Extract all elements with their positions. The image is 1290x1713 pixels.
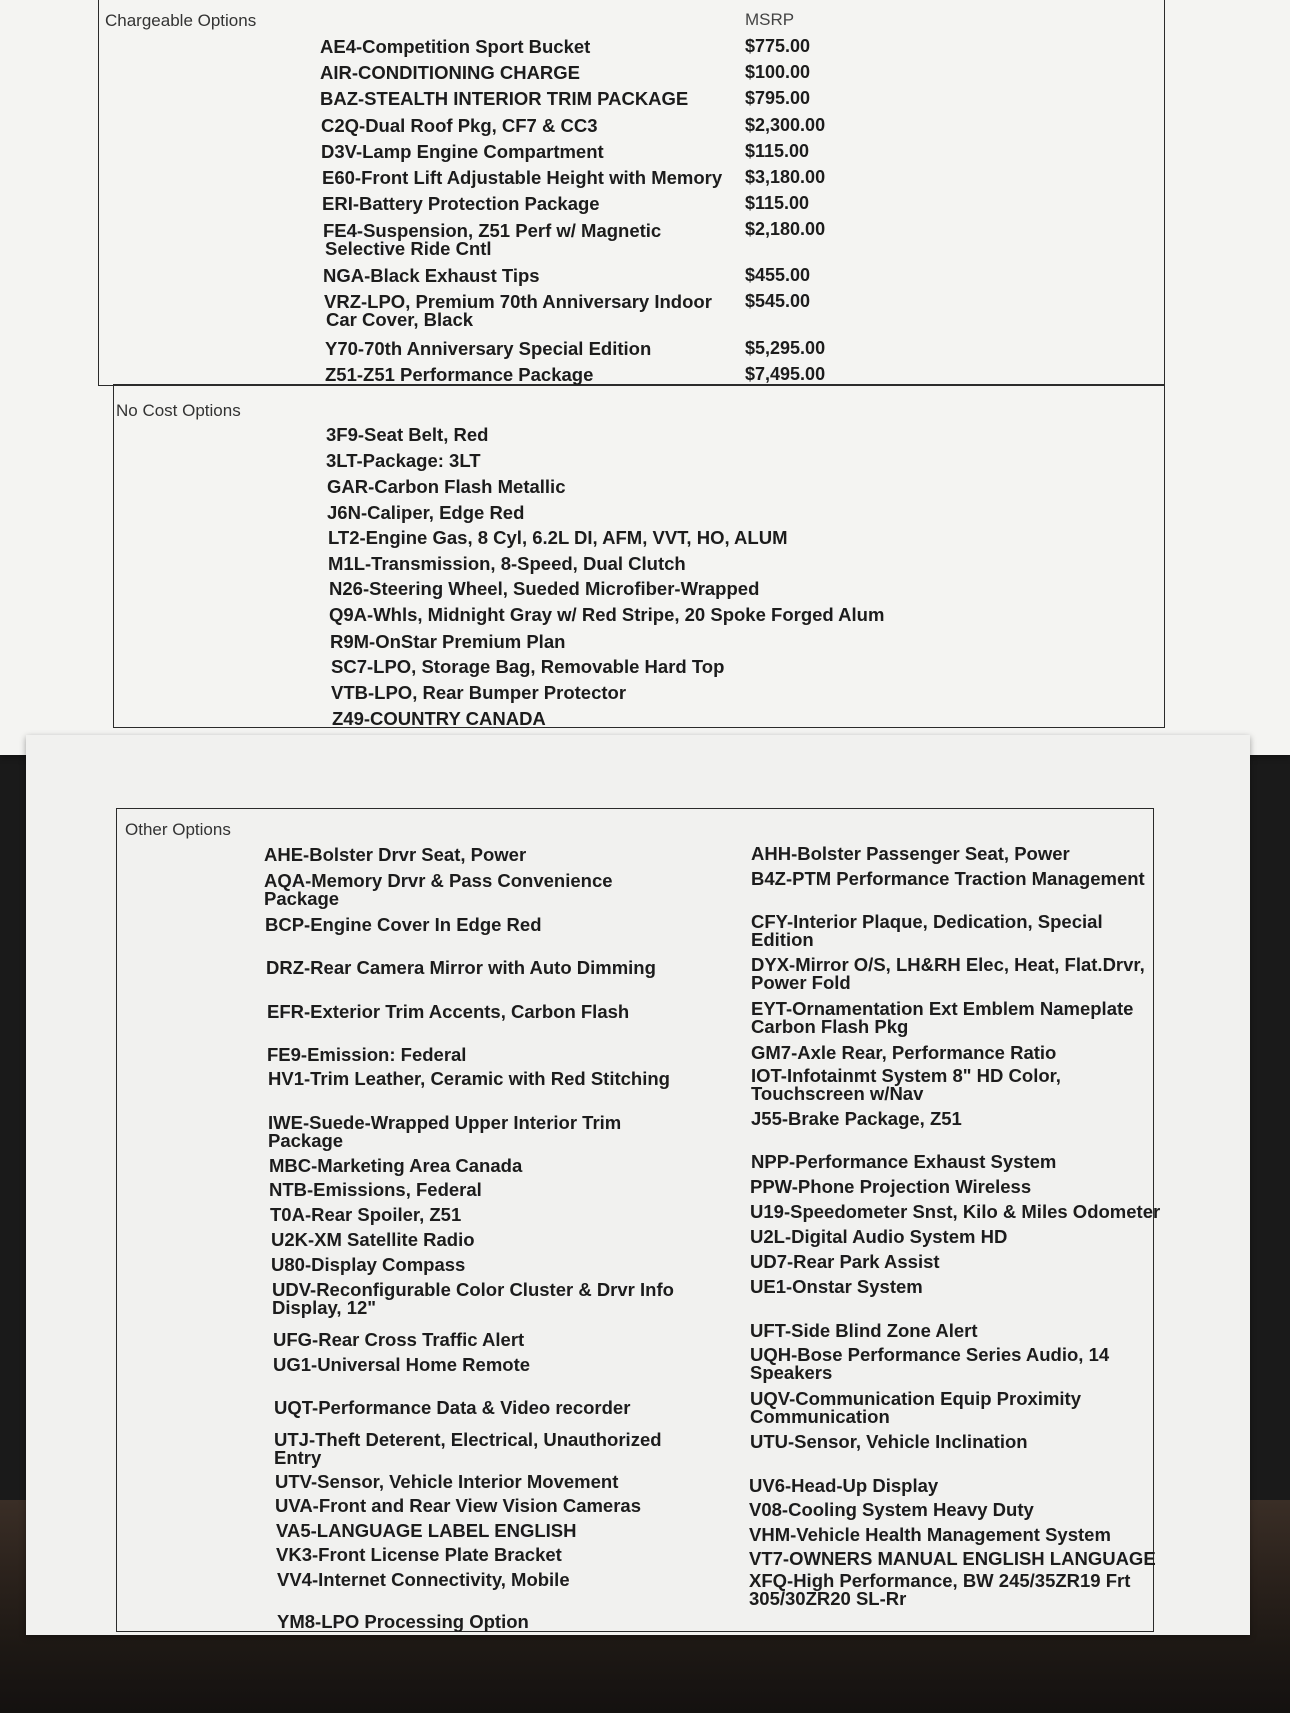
chargeable-options-label: Chargeable Options: [105, 11, 257, 30]
other-option-left-item: UDV-Reconfigurable Color Cluster & Drvr Info: [272, 1279, 674, 1300]
other-option-right-item-cont: Edition: [751, 929, 814, 950]
other-option-right-item: U19-Speedometer Snst, Kilo & Miles Odometer: [750, 1201, 1161, 1222]
chargeable-option-price: $775.00: [745, 36, 811, 56]
other-option-left-item: HV1-Trim Leather, Ceramic with Red Stitching: [268, 1068, 670, 1089]
chargeable-option-name: VRZ-LPO, Premium 70th Anniversary Indoor: [324, 291, 712, 312]
other-option-right-item: EYT-Ornamentation Ext Emblem Nameplate: [751, 998, 1134, 1019]
other-option-right-item: DYX-Mirror O/S, LH&RH Elec, Heat, Flat.Drvr,: [751, 954, 1145, 975]
chargeable-option-price: $795.00: [745, 88, 811, 108]
other-option-right-item: UQV-Communication Equip Proximity: [750, 1388, 1081, 1409]
other-option-right-item: CFY-Interior Plaque, Dedication, Special: [751, 911, 1103, 932]
other-option-left-item: UVA-Front and Rear View Vision Cameras: [275, 1495, 641, 1516]
no-cost-option-item: J6N-Caliper, Edge Red: [327, 502, 525, 523]
no-cost-option-item: N26-Steering Wheel, Sueded Microfiber-Wrapped: [329, 578, 760, 599]
other-option-left-item: FE9-Emission: Federal: [267, 1044, 467, 1065]
other-option-left-item: BCP-Engine Cover In Edge Red: [265, 914, 542, 935]
chargeable-option-name: E60-Front Lift Adjustable Height with Memory: [322, 167, 723, 188]
other-option-right-item: AHH-Bolster Passenger Seat, Power: [751, 843, 1070, 864]
chargeable-option-name: ERI-Battery Protection Package: [322, 193, 600, 214]
other-option-right-item: B4Z-PTM Performance Traction Management: [751, 868, 1145, 889]
no-cost-option-item: VTB-LPO, Rear Bumper Protector: [331, 682, 627, 703]
no-cost-option-item: 3LT-Package: 3LT: [326, 450, 481, 471]
chargeable-option-price: $455.00: [745, 265, 811, 285]
no-cost-option-item: Z49-COUNTRY CANADA: [332, 708, 546, 729]
other-option-left-item: U80-Display Compass: [271, 1254, 466, 1275]
chargeable-option-name-cont: Car Cover, Black: [326, 309, 474, 330]
other-option-left-item-cont: Package: [268, 1130, 344, 1151]
other-option-left-item: MBC-Marketing Area Canada: [269, 1155, 523, 1176]
other-option-right-item: UV6-Head-Up Display: [749, 1475, 939, 1496]
other-option-right-item: XFQ-High Performance, BW 245/35ZR19 Frt: [749, 1570, 1131, 1591]
chargeable-option-price: $5,295.00: [745, 338, 826, 358]
other-option-right-item: V08-Cooling System Heavy Duty: [749, 1499, 1034, 1520]
other-option-left-item: U2K-XM Satellite Radio: [271, 1229, 475, 1250]
chargeable-option-price: $3,180.00: [745, 167, 826, 187]
other-option-left-item: VV4-Internet Connectivity, Mobile: [277, 1569, 570, 1590]
other-option-left-item: UG1-Universal Home Remote: [273, 1354, 531, 1375]
chargeable-option-name: AIR-CONDITIONING CHARGE: [320, 62, 581, 83]
no-cost-option-item: Q9A-Whls, Midnight Gray w/ Red Stripe, 20 Spoke Forged Alum: [329, 604, 885, 625]
other-option-right-item: GM7-Axle Rear, Performance Ratio: [751, 1042, 1057, 1063]
other-option-right-item-cont: Power Fold: [751, 972, 851, 993]
other-option-left-item: DRZ-Rear Camera Mirror with Auto Dimming: [266, 957, 656, 978]
other-option-right-item: PPW-Phone Projection Wireless: [750, 1176, 1032, 1197]
other-option-right-item: UE1-Onstar System: [750, 1276, 923, 1297]
other-option-left-item-cont: Display, 12": [272, 1297, 377, 1318]
other-option-right-item-cont: 305/30ZR20 SL-Rr: [749, 1588, 907, 1609]
chargeable-option-name: D3V-Lamp Engine Compartment: [321, 141, 604, 162]
other-options-label: Other Options: [125, 820, 231, 839]
other-option-left-item: UFG-Rear Cross Traffic Alert: [273, 1329, 525, 1350]
chargeable-option-price: $115.00: [745, 141, 810, 161]
other-option-left-item: AHE-Bolster Drvr Seat, Power: [264, 844, 527, 865]
chargeable-option-name: C2Q-Dual Roof Pkg, CF7 & CC3: [321, 115, 598, 136]
other-option-right-item: IOT-Infotainmt System 8" HD Color,: [751, 1065, 1061, 1086]
no-cost-option-item: R9M-OnStar Premium Plan: [330, 631, 566, 652]
no-cost-option-item: 3F9-Seat Belt, Red: [326, 424, 489, 445]
other-option-left-item: NTB-Emissions, Federal: [269, 1179, 482, 1200]
chargeable-option-price: $2,180.00: [745, 219, 826, 239]
other-option-right-item-cont: Speakers: [750, 1362, 833, 1383]
no-cost-option-item: LT2-Engine Gas, 8 Cyl, 6.2L DI, AFM, VVT, HO, ALUM: [328, 527, 788, 548]
other-option-right-item: NPP-Performance Exhaust System: [751, 1151, 1057, 1172]
other-option-right-item-cont: Communication: [750, 1406, 890, 1427]
other-option-right-item: U2L-Digital Audio System HD: [750, 1226, 1008, 1247]
chargeable-option-price: $545.00: [745, 291, 811, 311]
no-cost-option-item: SC7-LPO, Storage Bag, Removable Hard Top: [331, 656, 725, 677]
other-option-left-item: EFR-Exterior Trim Accents, Carbon Flash: [267, 1001, 630, 1022]
chargeable-option-price: $7,495.00: [745, 364, 826, 384]
chargeable-option-name-cont: Selective Ride Cntl: [325, 238, 492, 259]
chargeable-option-name: AE4-Competition Sport Bucket: [320, 36, 591, 57]
other-option-right-item: VHM-Vehicle Health Management System: [749, 1524, 1111, 1545]
other-option-right-item-cont: Carbon Flash Pkg: [751, 1016, 909, 1037]
other-option-left-item: VA5-LANGUAGE LABEL ENGLISH: [276, 1520, 577, 1541]
other-option-left-item: YM8-LPO Processing Option: [277, 1611, 529, 1632]
chargeable-option-name: Y70-70th Anniversary Special Edition: [325, 338, 652, 359]
chargeable-option-name: FE4-Suspension, Z51 Perf w/ Magnetic: [323, 220, 662, 241]
other-option-right-item: J55-Brake Package, Z51: [751, 1108, 962, 1129]
chargeable-option-name: Z51-Z51 Performance Package: [325, 364, 594, 385]
other-option-left-item-cont: Package: [264, 888, 340, 909]
other-option-right-item: UQH-Bose Performance Series Audio, 14: [750, 1344, 1110, 1365]
other-option-left-item: T0A-Rear Spoiler, Z51: [270, 1204, 462, 1225]
chargeable-option-price: $100.00: [745, 62, 811, 82]
chargeable-option-price: $2,300.00: [745, 115, 826, 135]
other-option-right-item: UD7-Rear Park Assist: [750, 1251, 940, 1272]
no-cost-option-item: M1L-Transmission, 8-Speed, Dual Clutch: [328, 553, 686, 574]
no-cost-options-label: No Cost Options: [116, 401, 241, 420]
no-cost-option-item: GAR-Carbon Flash Metallic: [327, 476, 566, 497]
other-option-left-item: IWE-Suede-Wrapped Upper Interior Trim: [268, 1112, 622, 1133]
other-option-left-item: AQA-Memory Drvr & Pass Convenience: [264, 870, 613, 891]
other-option-right-item: VT7-OWNERS MANUAL ENGLISH LANGUAGE: [749, 1548, 1156, 1569]
msrp-header: MSRP: [745, 10, 795, 29]
other-option-left-item-cont: Entry: [274, 1447, 322, 1468]
chargeable-option-price: $115.00: [745, 193, 810, 213]
chargeable-option-name: NGA-Black Exhaust Tips: [323, 265, 540, 286]
other-option-right-item: UTU-Sensor, Vehicle Inclination: [750, 1431, 1028, 1452]
other-option-left-item: UTJ-Theft Deterent, Electrical, Unauthorized: [274, 1429, 662, 1450]
other-option-right-item: UFT-Side Blind Zone Alert: [750, 1320, 978, 1341]
other-option-right-item-cont: Touchscreen w/Nav: [751, 1083, 924, 1104]
chargeable-option-name: BAZ-STEALTH INTERIOR TRIM PACKAGE: [320, 88, 689, 109]
other-option-left-item: UQT-Performance Data & Video recorder: [274, 1397, 631, 1418]
other-option-left-item: VK3-Front License Plate Bracket: [276, 1544, 562, 1565]
other-option-left-item: UTV-Sensor, Vehicle Interior Movement: [275, 1471, 619, 1492]
